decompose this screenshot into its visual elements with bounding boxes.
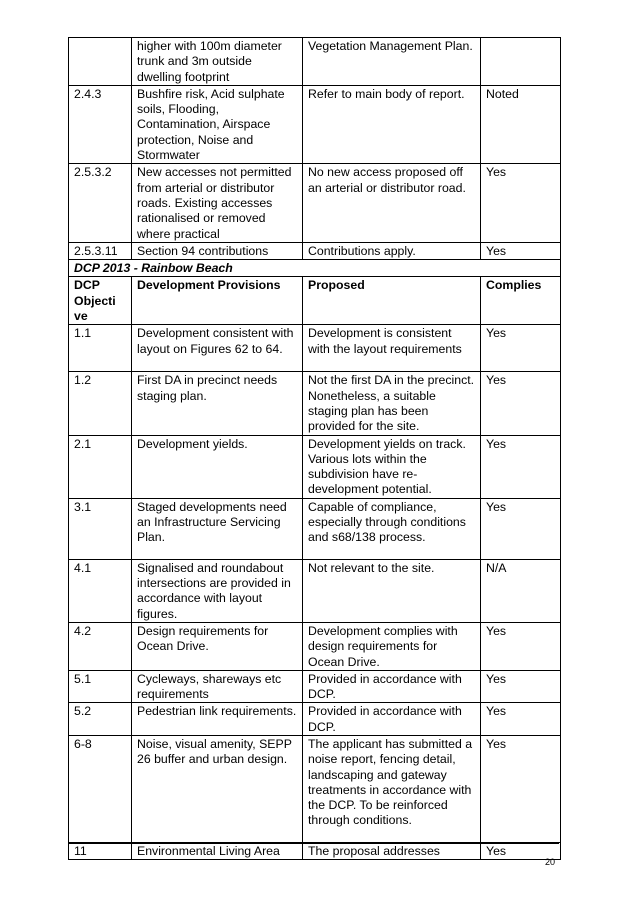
cell-proposed: Development is consistent with the layout requirements: [303, 325, 481, 372]
cell-proposed: Development yields on track. Various lots within the subdivision have re-development potential.: [303, 435, 481, 498]
cell-provisions: Noise, visual amenity, SEPP 26 buffer and urban design.: [132, 735, 303, 842]
cell-provisions: Development yields.: [132, 435, 303, 498]
cell-provisions: Cycleways, shareways etc requirements: [132, 670, 303, 703]
table-row: [69, 670, 561, 703]
cell-objective: 1.1: [69, 325, 132, 372]
cell-complies: Yes: [481, 735, 561, 842]
cell-complies: Yes: [481, 372, 561, 435]
table-row: [69, 325, 561, 372]
cell-provisions: Environmental Living Area: [132, 842, 303, 859]
table-row: [69, 435, 561, 498]
table-row: [69, 164, 561, 242]
header-proposed: Proposed: [303, 277, 481, 325]
table-row: [69, 622, 561, 670]
footer-rule: [68, 843, 559, 844]
cell-proposed: Not relevant to the site.: [303, 559, 481, 622]
cell-objective: 2.4.3: [69, 85, 132, 163]
table-row: [69, 498, 561, 559]
cell-objective: 2.5.3.11: [69, 242, 132, 259]
table-body-top: [69, 38, 561, 260]
cell-provisions: Staged developments need an Infrastructure Servicing Plan.: [132, 498, 303, 559]
table-row: [69, 842, 561, 859]
cell-objective: [69, 38, 132, 86]
cell-complies: N/A: [481, 559, 561, 622]
table-row: [69, 242, 561, 259]
cell-provisions: Section 94 contributions: [132, 242, 303, 259]
cell-complies: Noted: [481, 85, 561, 163]
cell-proposed: Provided in accordance with DCP.: [303, 703, 481, 736]
cell-objective: 2.1: [69, 435, 132, 498]
cell-objective: 5.2: [69, 703, 132, 736]
table-body-mid: [69, 260, 561, 325]
cell-objective: 3.1: [69, 498, 132, 559]
cell-objective: 11: [69, 842, 132, 859]
header-row: [69, 277, 561, 325]
section-title: DCP 2013 - Rainbow Beach: [69, 260, 561, 277]
cell-provisions: Design requirements for Ocean Drive.: [132, 622, 303, 670]
header-objective: DCP Objecti ve: [69, 277, 132, 325]
cell-objective: 1.2: [69, 372, 132, 435]
cell-provisions: First DA in precinct needs staging plan.: [132, 372, 303, 435]
cell-provisions: Signalised and roundabout intersections are provided in accordance with layout figures.: [132, 559, 303, 622]
cell-objective: 6-8: [69, 735, 132, 842]
cell-proposed: Capable of compliance, especially through conditions and s68/138 process.: [303, 498, 481, 559]
cell-complies: Yes: [481, 242, 561, 259]
page-number: 20: [545, 857, 556, 867]
cell-complies: Yes: [481, 670, 561, 703]
cell-provisions: higher with 100m diameter trunk and 3m outside dwelling footprint: [132, 38, 303, 86]
cell-proposed: The proposal addresses: [303, 842, 481, 859]
table-row: [69, 703, 561, 736]
cell-complies: [481, 38, 561, 86]
section-row: [69, 260, 561, 277]
table-row: [69, 372, 561, 435]
cell-provisions: Pedestrian link requirements.: [132, 703, 303, 736]
cell-objective: 5.1: [69, 670, 132, 703]
cell-proposed: Not the first DA in the precinct. Nonetheless, a suitable staging plan has been provided for the site.: [303, 372, 481, 435]
header-provisions: Development Provisions: [132, 277, 303, 325]
table-row: [69, 85, 561, 163]
cell-complies: Yes: [481, 622, 561, 670]
cell-proposed: Contributions apply.: [303, 242, 481, 259]
cell-proposed: Vegetation Management Plan.: [303, 38, 481, 86]
cell-complies: Yes: [481, 498, 561, 559]
table-row: [69, 735, 561, 842]
cell-proposed: Refer to main body of report.: [303, 85, 481, 163]
table-row: [69, 559, 561, 622]
cell-proposed: Provided in accordance with DCP.: [303, 670, 481, 703]
cell-complies: Yes: [481, 703, 561, 736]
cell-provisions: Development consistent with layout on Figures 62 to 64.: [132, 325, 303, 372]
compliance-table: [68, 37, 561, 860]
cell-proposed: Development complies with design requirements for Ocean Drive.: [303, 622, 481, 670]
cell-proposed: The applicant has submitted a noise report, fencing detail, landscaping and gateway treatments in accordance with the DCP. To be reinforced through conditions.: [303, 735, 481, 842]
cell-complies: Yes: [481, 164, 561, 242]
cell-objective: 4.1: [69, 559, 132, 622]
cell-provisions: Bushfire risk, Acid sulphate soils, Flooding, Contamination, Airspace protection, Noise and Stormwater: [132, 85, 303, 163]
cell-objective: 2.5.3.2: [69, 164, 132, 242]
table-body-bottom: [69, 325, 561, 860]
cell-provisions: New accesses not permitted from arterial or distributor roads. Existing accesses rationalised or removed where practical: [132, 164, 303, 242]
header-complies: Complies: [481, 277, 561, 325]
table-row: [69, 38, 561, 86]
cell-complies: Yes: [481, 842, 561, 859]
cell-objective: 4.2: [69, 622, 132, 670]
cell-proposed: No new access proposed off an arterial or distributor road.: [303, 164, 481, 242]
cell-complies: Yes: [481, 435, 561, 498]
cell-complies: Yes: [481, 325, 561, 372]
